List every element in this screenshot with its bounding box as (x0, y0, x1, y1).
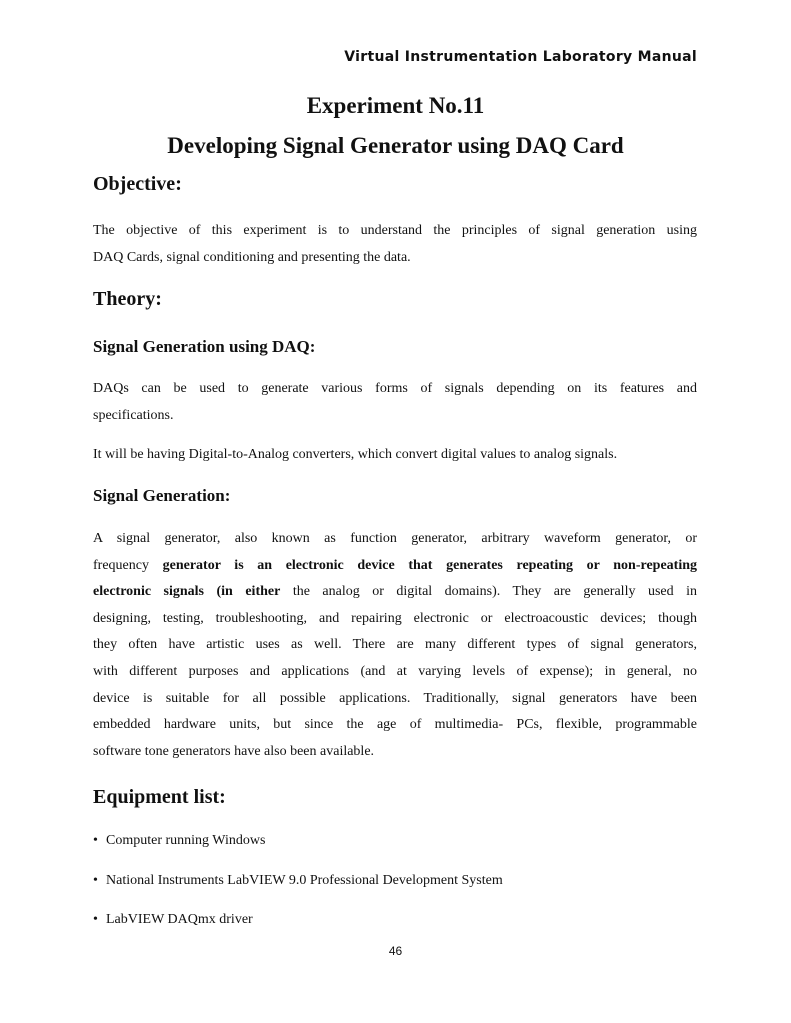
sg-line: embedded hardware units, but since the age of multimedia- PCs, flexible, programmable (93, 717, 697, 733)
equipment-item-label: National Instruments LabVIEW 9.0 Professional Development System (106, 873, 503, 888)
bullet-icon: • (93, 873, 98, 888)
sg-bold-text: electronic signals (in either (93, 584, 281, 600)
bullet-icon: • (93, 833, 98, 848)
sg-line: designing, testing, troubleshooting, and repairing electronic or electroacoustic devices; though (93, 610, 697, 626)
theory-line: DAQs can be used to generate various forms of signals depending on its features and (93, 381, 697, 396)
signal-generation-paragraph (93, 526, 697, 765)
objective-line: The objective of this experiment is to understand the principles of signal generation using (93, 223, 697, 238)
sg-line (93, 579, 697, 606)
equipment-heading: Equipment list: (93, 786, 226, 808)
experiment-number: Experiment No.11 (306, 93, 485, 118)
page-number: 46 (388, 944, 403, 958)
theory-line: specifications. (93, 407, 174, 423)
sg-plain-text: the analog or digital domains). They are generally used in (280, 584, 698, 600)
signal-generation-daq-subheading: Signal Generation using DAQ: (93, 337, 316, 356)
sg-bold-text: generator is an electronic device that generates repeating or non-repeating (162, 557, 697, 573)
objective-heading: Objective: (93, 173, 182, 195)
sg-line: device is suitable for all possible applications. Traditionally, signal generators have been (93, 690, 697, 706)
sg-line: they often have artistic uses as well. There are many different types of signal generators, (93, 637, 697, 653)
dac-paragraph (93, 442, 697, 469)
sg-line: with different purposes and applications (and at varying levels of expense); in general, no (93, 663, 697, 679)
equipment-item (93, 912, 253, 928)
equipment-item (93, 833, 265, 849)
sg-line: software tone generators have also been available. (93, 743, 375, 759)
sg-line (93, 553, 697, 580)
experiment-title: Developing Signal Generator using DAQ Card (167, 133, 624, 158)
dac-line: It will be having Digital-to-Analog converters, which convert digital values to analog signals. (93, 447, 618, 462)
signal-generation-heading: Signal Generation: (93, 486, 231, 505)
sg-line: A signal generator, also known as function generator, arbitrary waveform generator, or (93, 531, 697, 546)
theory-paragraph (93, 376, 697, 429)
equipment-item (93, 873, 503, 889)
bullet-icon: • (93, 912, 98, 927)
equipment-item-label: LabVIEW DAQmx driver (106, 912, 253, 927)
equipment-item-label: Computer running Windows (106, 833, 266, 848)
running-header: Virtual Instrumentation Laboratory Manual (344, 49, 697, 65)
objective-paragraph (93, 218, 697, 271)
theory-heading: Theory: (93, 288, 162, 310)
sg-plain-text: frequency (93, 557, 163, 573)
objective-line: DAQ Cards, signal conditioning and presenting the data. (93, 249, 411, 265)
